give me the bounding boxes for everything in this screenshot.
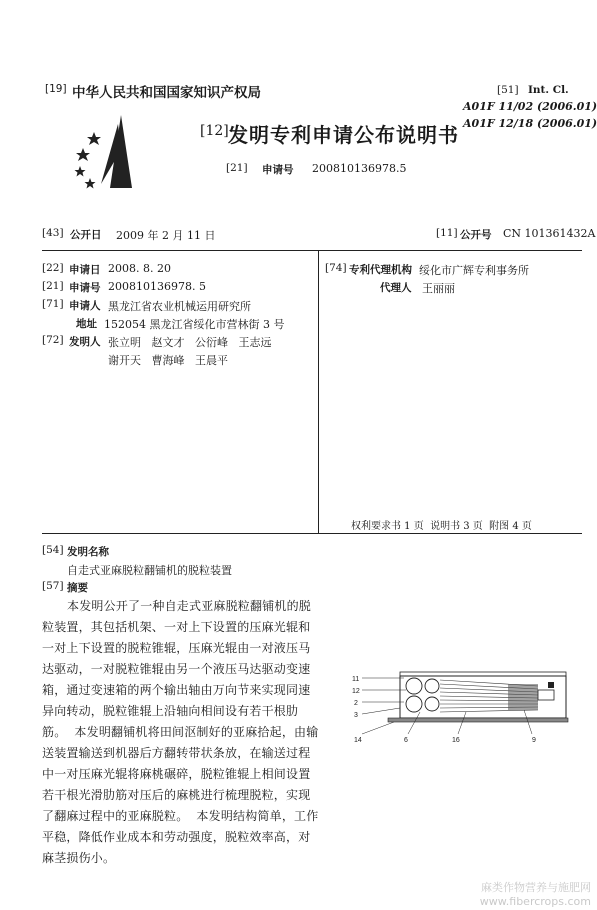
- inventors-label: 发明人: [69, 336, 101, 348]
- application-number-2: 200810136978. 5: [108, 280, 206, 293]
- publication-date-label: 公开日: [70, 229, 102, 241]
- figure-label: 3: [354, 712, 358, 719]
- code-72: [72]: [42, 334, 64, 346]
- applicant-label: 申请人: [69, 300, 101, 312]
- figure-label: 2: [354, 700, 358, 707]
- code-12: [12]: [200, 123, 229, 139]
- int-cl-label: Int. Cl.: [528, 84, 569, 96]
- abstract-line: 箱，通过变速箱的两个输出轴由万向节来实现同速: [42, 683, 311, 697]
- address: 152054 黑龙江省绥化市营林街 3 号: [104, 318, 285, 331]
- ipc-class-2: A01F 12/18 (2006.01): [463, 117, 597, 130]
- document-type-title: 发明专利申请公布说明书: [228, 123, 459, 147]
- applicant: 黑龙江省农业机械运用研究所: [108, 300, 251, 313]
- abstract-line: 本发明公开了一种自走式亚麻脱粒翻铺机的脱: [67, 599, 312, 613]
- patent-office-name: 中华人民共和国国家知识产权局: [72, 85, 261, 101]
- abstract-line: 送装置输送到机器后方翻转带状条放，在输送过程: [42, 746, 311, 760]
- agent: 王丽丽: [422, 282, 455, 295]
- figure-label: 16: [452, 737, 460, 744]
- address-label: 地址: [76, 318, 97, 330]
- abstract-line: 达驱动，一对脱粒锥辊由另一个液压马达驱动变速: [42, 662, 311, 676]
- watermark: [480, 881, 591, 909]
- abstract-line: 粒装置，其包括机架、一对上下设置的压麻光辊和: [42, 620, 311, 634]
- abstract-line: 筋。 本发明翻铺机将田间沤制好的亚麻拾起，由输: [42, 725, 319, 739]
- inventors-line-1: 张立明 赵文才 公衍峰 王志远: [108, 336, 272, 349]
- watermark-line-2: www.fibercrops.com: [479, 895, 591, 908]
- inventors-line-2: 谢开天 曹海峰 王晨平: [108, 354, 228, 367]
- filing-date: 2008. 8. 20: [108, 262, 171, 275]
- figure-label: 14: [354, 737, 362, 744]
- abstract-label: 摘要: [67, 582, 88, 594]
- abstract-line: 中一对压麻光辊将麻桃碾碎，脱粒锥辊上相间设置: [42, 767, 311, 781]
- watermark-line-1: 麻类作物营养与施肥网: [481, 881, 591, 894]
- application-number-label: 申请号: [262, 164, 294, 176]
- publication-date: 2009 年 2 月 11 日: [116, 229, 216, 242]
- column-divider: [318, 250, 319, 533]
- figure-label: 9: [532, 737, 536, 744]
- code-21: [21]: [42, 280, 64, 292]
- code-21-header: [21]: [226, 162, 248, 174]
- abstract-figure: [348, 668, 582, 760]
- code-51: [51]: [497, 84, 519, 96]
- code-74: [74]: [325, 262, 347, 274]
- publication-number: CN 101361432A: [503, 227, 596, 240]
- code-11: [11]: [436, 227, 458, 239]
- invention-title: 自走式亚麻脱粒翻铺机的脱粒装置: [67, 564, 232, 577]
- divider-middle: [42, 533, 582, 534]
- patent-agency: 绥化市广辉专利事务所: [419, 264, 529, 277]
- filing-date-label: 申请日: [69, 264, 101, 276]
- code-54: [54]: [42, 544, 64, 556]
- application-number: 200810136978.5: [312, 162, 407, 175]
- code-57: [57]: [42, 580, 64, 592]
- agent-label: 代理人: [380, 282, 412, 294]
- patent-office-logo: [66, 110, 146, 190]
- abstract-line: 麻茎损伤小。: [42, 851, 116, 865]
- page-count-summary: 权利要求书 1 页 说明书 3 页 附图 4 页: [351, 521, 532, 532]
- figure-label: 12: [352, 688, 360, 695]
- code-71: [71]: [42, 298, 64, 310]
- code-43: [43]: [42, 227, 64, 239]
- abstract-line: 若干根光滑肋筋对压后的麻桃进行梳理脱粒，实现: [42, 788, 311, 802]
- code-22: [22]: [42, 262, 64, 274]
- abstract-line: 异向转动，脱粒锥辊上沿轴向相间设有若干根肋: [42, 704, 299, 718]
- divider-top: [42, 250, 582, 251]
- application-number-label-2: 申请号: [69, 282, 101, 294]
- code-19: [19]: [45, 83, 67, 95]
- ipc-class-1: A01F 11/02 (2006.01): [463, 100, 597, 113]
- figure-label: 6: [404, 737, 408, 744]
- abstract-line: 一对上下设置的脱粒锥辊，压麻光辊由一对液压马: [42, 641, 311, 655]
- invention-title-label: 发明名称: [67, 546, 109, 558]
- abstract-line: 了翻麻过程中的亚麻脱粒。 本发明结构简单，工作: [42, 809, 319, 823]
- figure-label: 11: [352, 676, 360, 683]
- publication-number-label: 公开号: [460, 229, 492, 241]
- abstract-line: 平稳，降低作业成本和劳动强度，脱粒效率高，对: [42, 830, 311, 844]
- patent-agency-label: 专利代理机构: [349, 264, 412, 276]
